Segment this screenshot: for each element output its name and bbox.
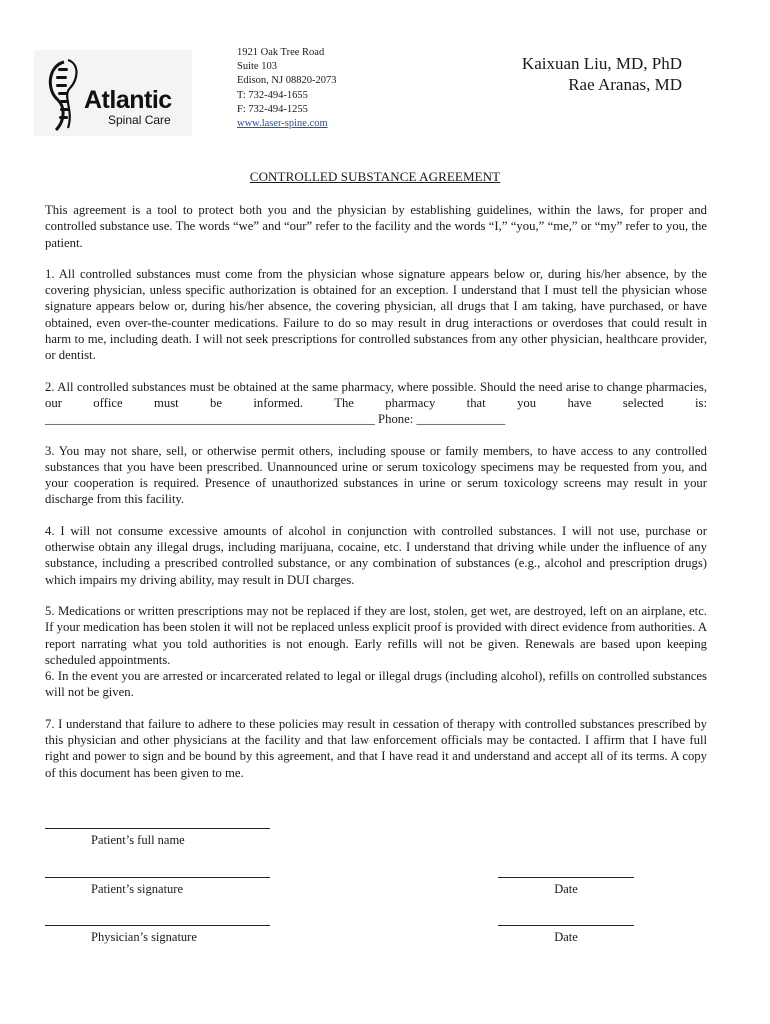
date-caption-2: Date bbox=[554, 930, 578, 944]
clause-5: 5. Medications or written prescriptions may not be replaced if they are lost, stolen, get wet, are destroyed, left on an airplane, etc. If your medication has been stolen it will not be replaced unless explicit proof is provided with direct evidence from authorities. A report narrating what you told authorities is not enough. Early refills will not be given. Renewals are based upon keeping scheduled appointments. bbox=[45, 603, 707, 667]
address-fax: F: 732-494-1255 bbox=[237, 103, 308, 115]
doctor-name-1: Kaixuan Liu, MD, PhD bbox=[521, 54, 682, 73]
physician-signature-field[interactable] bbox=[45, 925, 270, 945]
address-suite: Suite 103 bbox=[237, 61, 277, 73]
pharmacy-blank-field[interactable]: ____________________________________________________ Phone: ______________ bbox=[45, 412, 506, 427]
clause-4: 4. I will not consume excessive amounts of alcohol in conjunction with controlled substances. I will not use, purchase or otherwise obtain any illegal drugs, including marijuana, cocaine, etc. I understand that driving while under the influence of any substance, including a prescribed controlled substance, or any combination of substances (e.g., alcohol and prescription drugs) which impairs my driving ability, may result in DUI charges. bbox=[45, 523, 707, 587]
clause-7: 7. I understand that failure to adhere to these policies may result in cessation of therapy with controlled substances prescribed by this physician and other physicians at the facility and that law enforcement officials may be contacted. I affirm that I have full right and power to sign and be bound by this agreement, and that I have read it and understand and accept all of its terms. A copy of this document has been given to me. bbox=[45, 716, 707, 780]
date-field-2[interactable] bbox=[498, 925, 634, 945]
logo-name: Atlantic bbox=[84, 86, 172, 114]
address-city: Edison, NJ 08820-2073 bbox=[237, 75, 337, 87]
address-street: 1921 Oak Tree Road bbox=[237, 47, 325, 58]
physician-signature-line[interactable] bbox=[45, 925, 270, 926]
clause-3: 3. You may not share, sell, or otherwise permit others, including spouse or family members, to have access to any controlled substances that you have been prescribed. Unannounced urine or serum toxicology specimens may be requested from you, and your cooperation is required. Presence of unauthorized substances in urine or serum toxicology screens may result in your discharge from this facility. bbox=[45, 443, 707, 507]
logo-tagline: Spinal Care bbox=[108, 113, 171, 127]
agreement-body bbox=[45, 202, 707, 796]
patient-name-field[interactable] bbox=[45, 828, 270, 848]
date-caption-1: Date bbox=[554, 882, 578, 896]
clause-1: 1. All controlled substances must come from the physician whose signature appears below or, during his/her absence, by the covering physician, unless specific authorization is obtained for an exception. I understand that I must tell the physician whose signature appears below or, during his/her absence, the covering physician, all drugs that I am taking, have purchased, or have obtained, even over-the-counter medications. Failure to do so may result in drug interactions or overdoses that could result in harm to me, including death. I will not seek prescriptions for controlled substances from any other physician, healthcare provider, or dentist. bbox=[45, 266, 707, 363]
address-block bbox=[237, 46, 336, 131]
doctor-name-2: Rae Aranas, MD bbox=[568, 75, 682, 94]
patient-name-line[interactable] bbox=[45, 828, 270, 829]
clause-6: 6. In the event you are arrested or incarcerated related to legal or illegal drugs (including alcohol), refills on controlled substances will not be given. bbox=[45, 669, 707, 700]
patient-name-caption: Patient’s full name bbox=[91, 833, 185, 847]
clause-2-text: 2. All controlled substances must be obtained at the same pharmacy, where possible. Should the need arise to change pharmacies, our office must be informed. The pharmacy that you have selected is: bbox=[45, 379, 707, 410]
document-title: CONTROLLED SUBSTANCE AGREEMENT bbox=[249, 169, 501, 184]
intro-paragraph: This agreement is a tool to protect both you and the physician by establishing guidelines, within the laws, for proper and controlled substance use. The words “we” and “our” refer to the facility and the words “I,” “you,” “me,” or “my” refer to you, the patient. bbox=[45, 203, 707, 250]
patient-signature-field[interactable] bbox=[45, 877, 270, 897]
doctor-names bbox=[522, 53, 682, 95]
patient-signature-line[interactable] bbox=[45, 877, 270, 878]
date-line-1[interactable] bbox=[498, 877, 634, 878]
website-link[interactable]: www.laser-spine.com bbox=[237, 118, 328, 130]
atlantic-spinal-care-logo bbox=[34, 50, 192, 136]
date-field-1[interactable] bbox=[498, 877, 634, 897]
date-line-2[interactable] bbox=[498, 925, 634, 926]
patient-signature-caption: Patient’s signature bbox=[91, 882, 183, 896]
physician-signature-caption: Physician’s signature bbox=[91, 930, 197, 944]
clause-2 bbox=[45, 379, 707, 428]
address-phone: T: 732-494-1655 bbox=[237, 89, 308, 101]
